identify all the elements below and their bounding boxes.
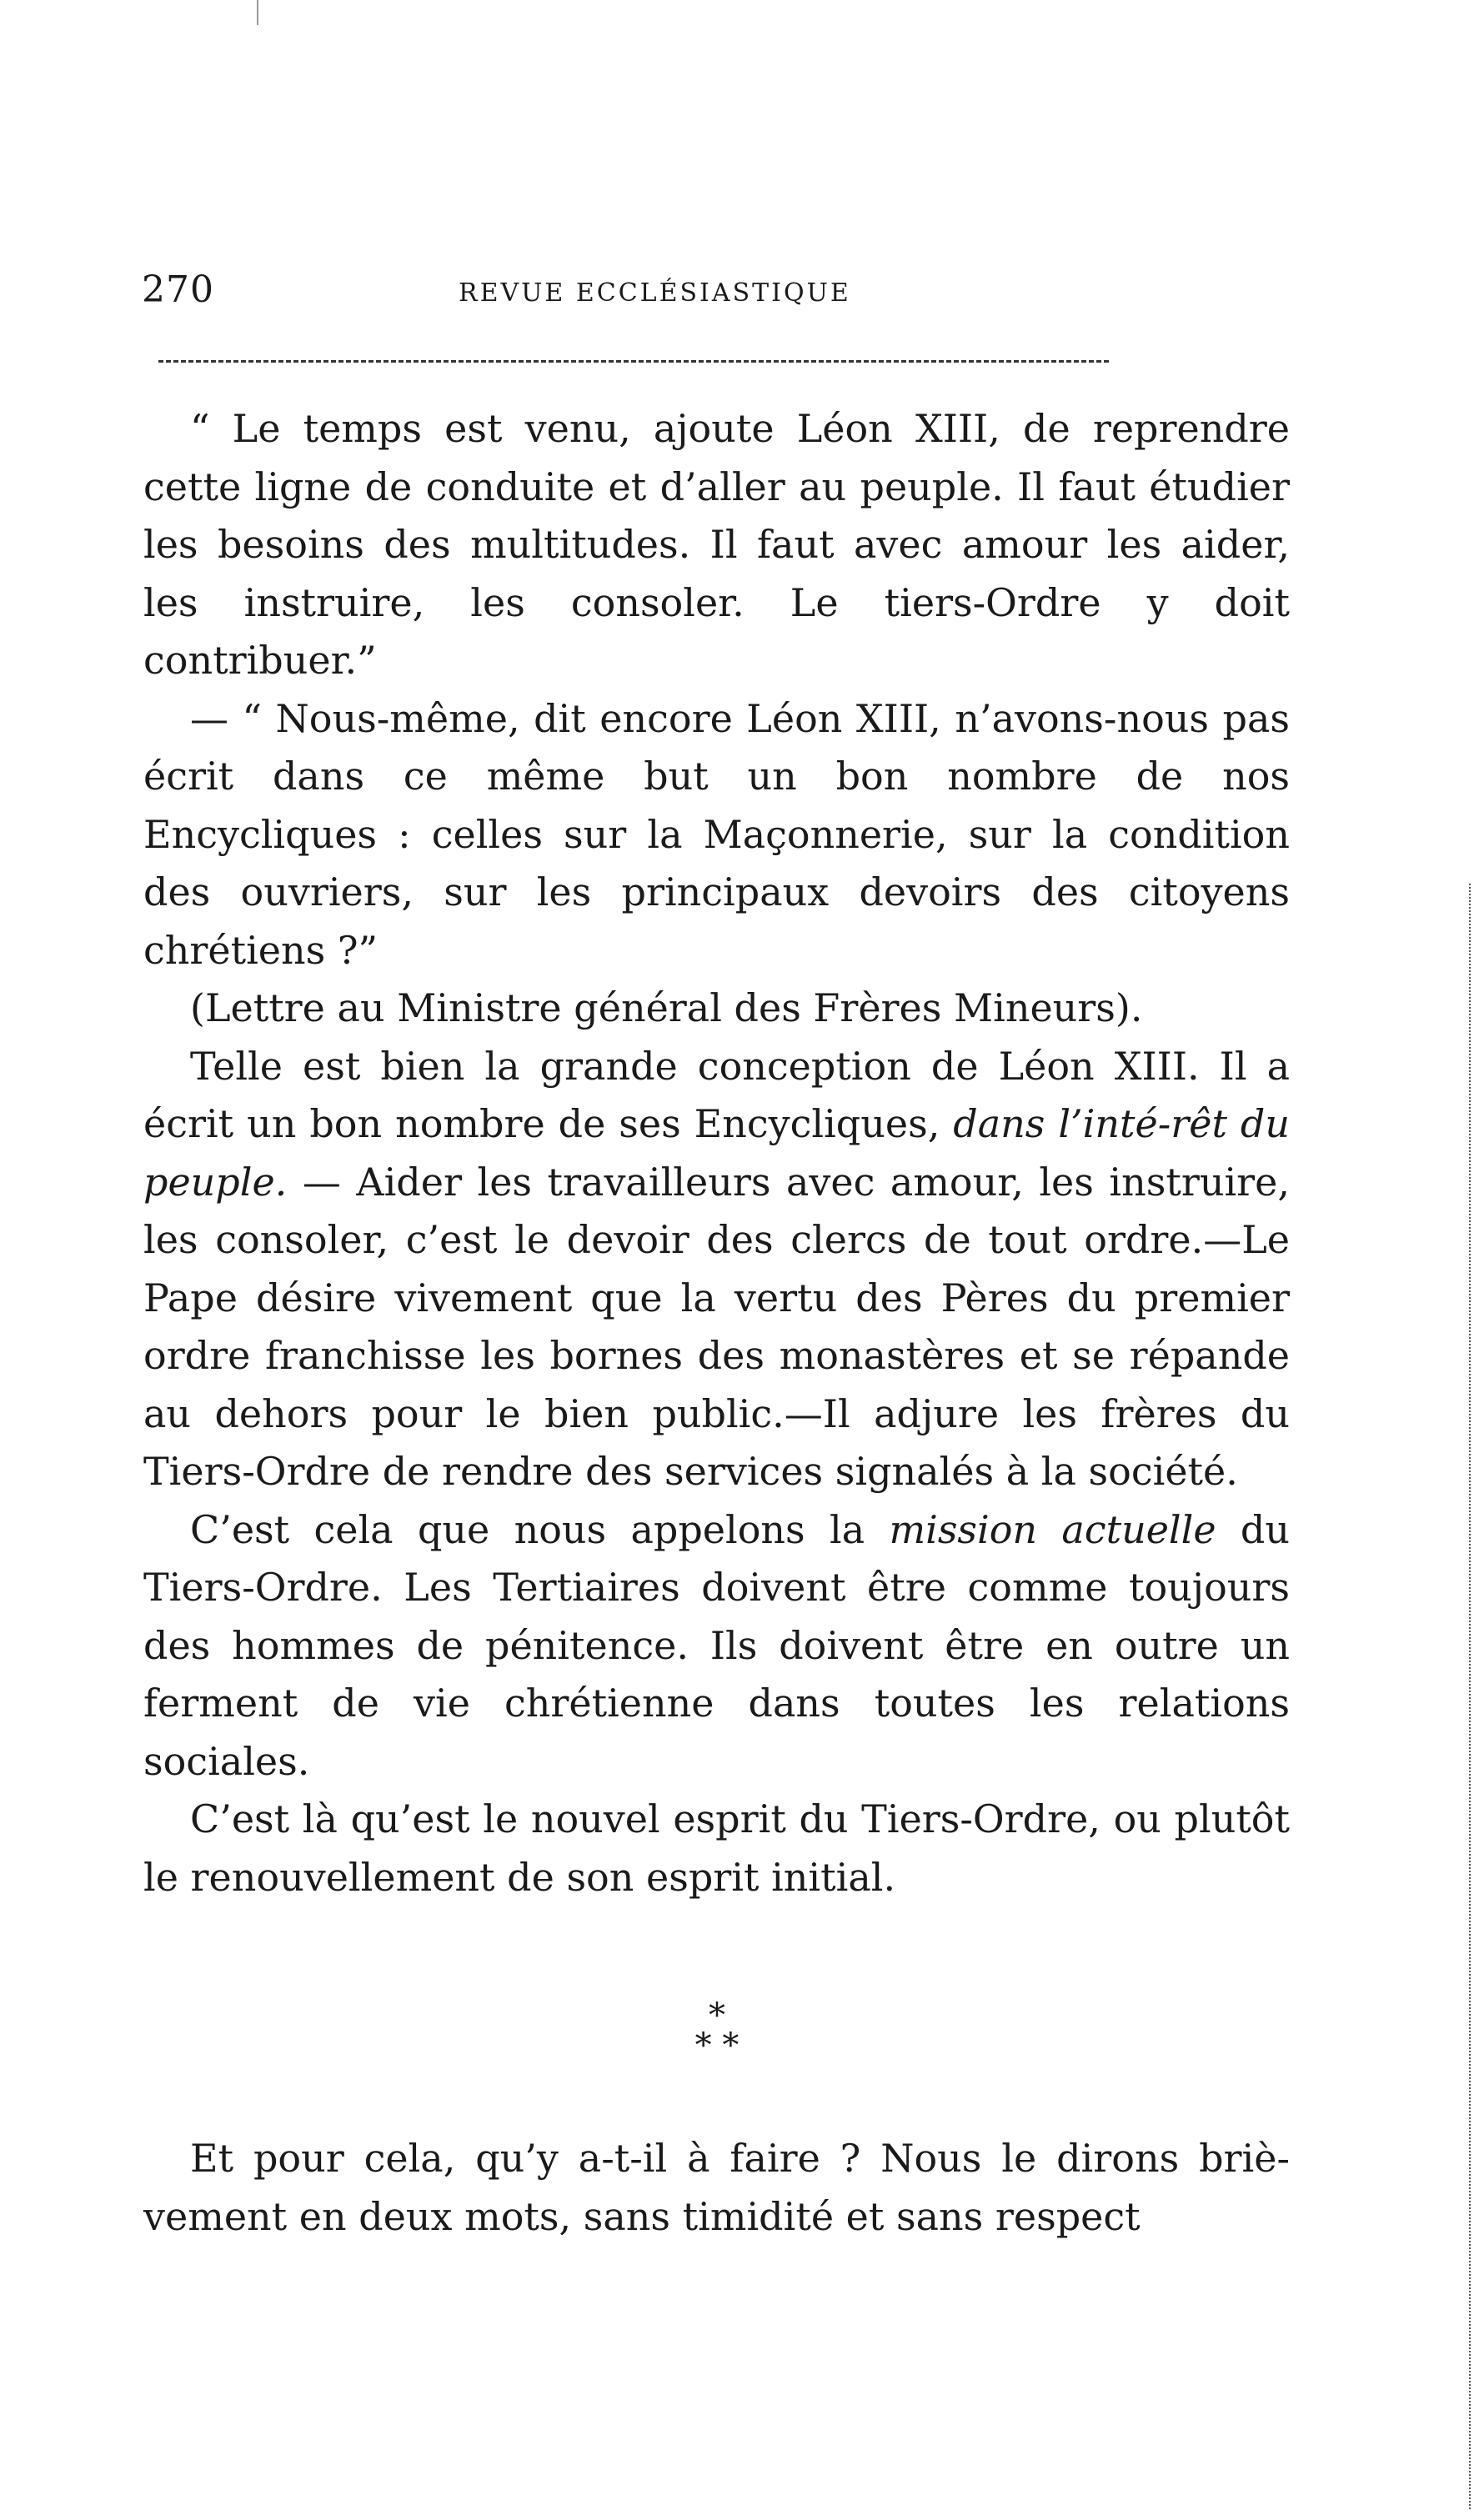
running-title: REVUE ECCLÉSIASTIQUE	[459, 278, 851, 308]
text-run: (Lettre au Ministre général des Frères Mineurs).	[190, 985, 1143, 1030]
paragraph	[143, 1501, 1290, 1791]
page-header	[142, 268, 1288, 327]
text-run: C’est cela que nous appelons la	[190, 1506, 890, 1552]
paragraph	[143, 690, 1290, 980]
text-run: C’est là qu’est le nouvel esprit du Tiers-Ordre, ou plutôt le renouvellement de son esprit initial.	[143, 1796, 1290, 1900]
paragraph	[143, 979, 1290, 1038]
text-run: “ Le temps est venu, ajoute Léon XIII, de reprendre cette ligne de conduite et d’aller au peuple. Il faut étudier les besoins des multitudes. Il faut avec amour les aider, les instruire, les consoler. Le tiers-Ordre y doit contribuer.”	[143, 406, 1290, 683]
text-run: — “ Nous-même, dit encore Léon XIII, n’avons-nous pas écrit dans ce même but un bon nombre de nos Encycliques : celles sur la Maçonnerie, sur la condition des ouvriers, sur les principaux devoirs des citoyens chrétiens ?”	[143, 695, 1290, 973]
page-number: 270	[142, 268, 214, 311]
asterism	[0, 1996, 1434, 2065]
header-rule	[158, 360, 1109, 363]
closing-text	[143, 2130, 1290, 2246]
closing-paragraph	[143, 2130, 1290, 2246]
italic-phrase: dans l’inté-rêt du peuple.	[143, 1101, 1290, 1205]
text-run: Telle est bien la grande conception de Léon XIII. Il a écrit un bon nombre de ses Encycliques,	[143, 1043, 1290, 1146]
text-run: du Tiers-Ordre. Les Tertiaires doivent être comme toujours des hommes de pénitence. Ils doivent être en outre un ferment de vie chrétienne dans toutes les relations sociales.	[143, 1506, 1290, 1784]
text-run: — Aider les travailleurs avec amour, les instruire, les consoler, c’est le devoir des clercs de tout ordre.—Le Pape désire vivement que la vertu des Pères du premier ordre franchisse les bornes des monastères et se répande au dehors pour le bien public.—Il adjure les frères du Tiers-Ordre de rendre des services signalés à la société.	[143, 1159, 1290, 1494]
body-text	[143, 400, 1290, 1906]
italic-phrase: mission actuelle	[889, 1506, 1216, 1552]
paragraph	[143, 1791, 1290, 1906]
scan-mark	[257, 0, 258, 25]
asterism-bottom: * *	[694, 2027, 740, 2065]
asterism-top: *	[709, 1996, 725, 2035]
paragraph	[143, 1038, 1290, 1501]
paragraph	[143, 400, 1290, 690]
text-run: Et pour cela, qu’y a-t-il à faire ? Nous le dirons briè-vement en deux mots, sans timidité et sans respect	[143, 2136, 1290, 2239]
scan-edge-line	[1469, 884, 1471, 2509]
